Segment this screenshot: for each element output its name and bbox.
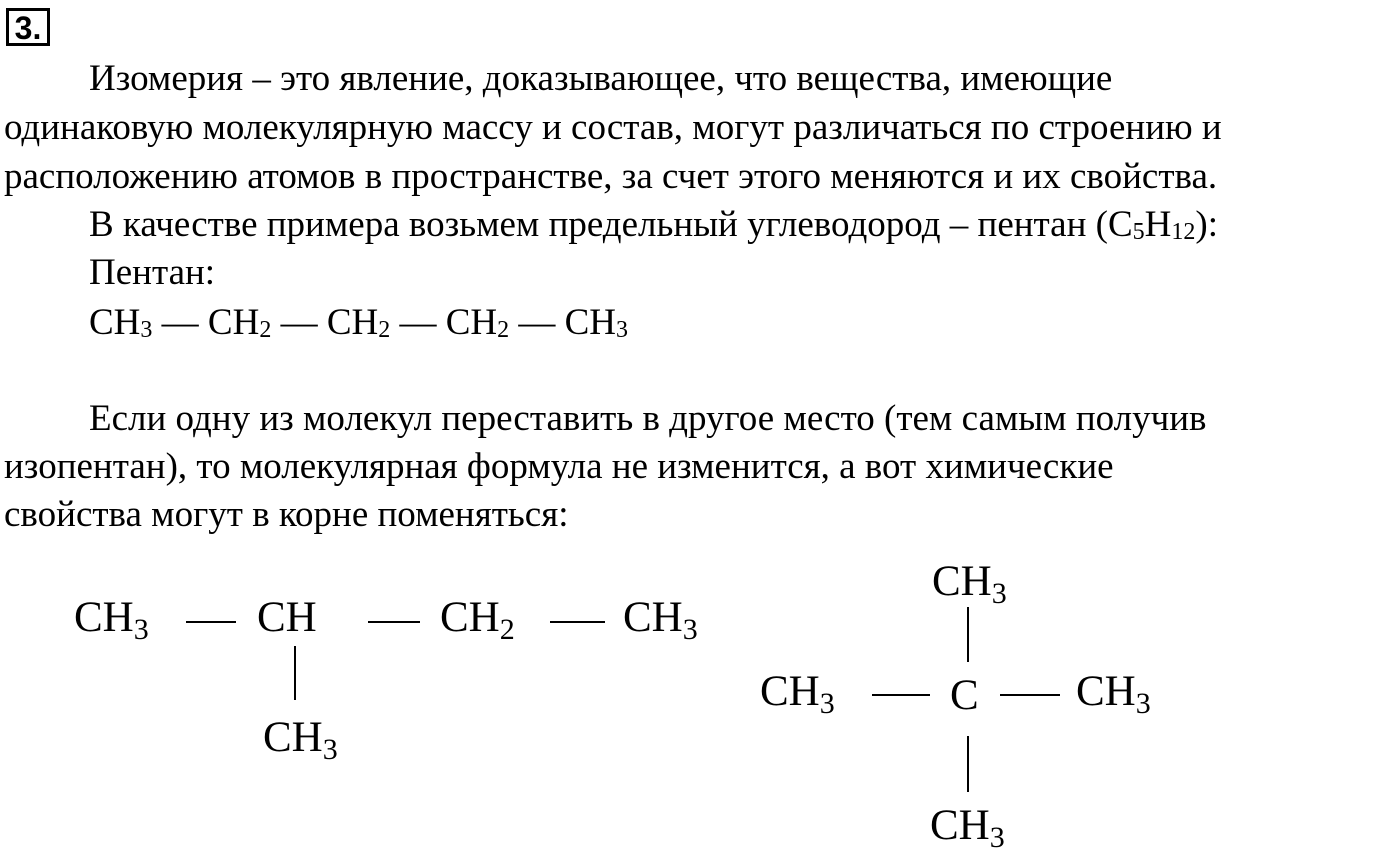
formula-c: C [1107, 204, 1133, 245]
pentane-bond-3: — [390, 302, 446, 343]
paragraph1-line1: Изомерия – это явление, доказывающее, что вещества, имеющие [89, 58, 1113, 99]
isopentane-bond-bc [368, 621, 420, 623]
formula-c-sub: 5 [1132, 219, 1145, 245]
pentane-g5: CH [564, 302, 617, 343]
paragraph2-line3: свойства могут в корне поменяться: [4, 494, 569, 535]
pentane-g5-sub: 3 [616, 317, 629, 343]
pentane-label: Пентан: [89, 252, 216, 293]
isopentane-ch2-c: $CH_2$ [440, 594, 515, 646]
neopentane-ch3-right: $CH_3$ [1076, 668, 1151, 720]
paragraph2-line2: изопентан), то молекулярная формула не изменится, а вот химические [4, 446, 1114, 487]
isopentane-ch3-a: $CH_3$ [74, 594, 149, 646]
neopentane-bond-left [872, 694, 930, 696]
task-number: 3. [6, 8, 50, 46]
example-intro-line [89, 202, 1218, 248]
isopentane-bond-be [294, 646, 296, 700]
pentane-formula [89, 300, 628, 346]
neopentane-bond-top [967, 607, 969, 662]
neopentane-ch3-bottom: $CH_3$ [930, 802, 1005, 854]
pentane-g3: CH [326, 302, 379, 343]
pentane-g1: CH [89, 302, 141, 343]
isopentane-ch3-e: $CH_3$ [263, 714, 338, 766]
isopentane-ch-b: CH [257, 594, 317, 641]
pentane-g3-sub: 2 [378, 317, 391, 343]
paragraph1-line2: одинаковую молекулярную массу и состав, могут различаться по строению и [4, 107, 1222, 148]
pentane-g1-sub: 3 [140, 317, 153, 343]
neopentane-ch3-left: $CH_3$ [760, 668, 835, 720]
pentane-g4-sub: 2 [497, 317, 510, 343]
paragraph1-line3: расположению атомов в пространстве, за счет этого меняются и их свойства. [4, 156, 1218, 197]
neopentane-bond-bottom [967, 736, 969, 792]
neopentane-c-center: C [950, 672, 979, 719]
pentane-g2: CH [207, 302, 260, 343]
formula-h: H [1144, 204, 1172, 245]
isopentane-bond-ab [186, 621, 236, 623]
pentane-bond-1: — [152, 302, 208, 343]
example-intro-text: В качестве примера возьмем предельный углеводород – пентан ( [89, 204, 1108, 245]
formula-h-sub: 12 [1171, 219, 1196, 245]
paragraph2-line1: Если одну из молекул переставить в другое место (тем самым получив [89, 398, 1207, 439]
neopentane-ch3-top: $CH_3$ [932, 558, 1007, 610]
pentane-bond-2: — [271, 302, 327, 343]
pentane-g4: CH [445, 302, 498, 343]
isopentane-ch3-d: $CH_3$ [623, 594, 698, 646]
formula-close: ): [1195, 204, 1218, 245]
neopentane-bond-right [1000, 694, 1060, 696]
isopentane-bond-cd [550, 621, 605, 623]
pentane-g2-sub: 2 [259, 317, 272, 343]
pentane-bond-4: — [509, 302, 565, 343]
